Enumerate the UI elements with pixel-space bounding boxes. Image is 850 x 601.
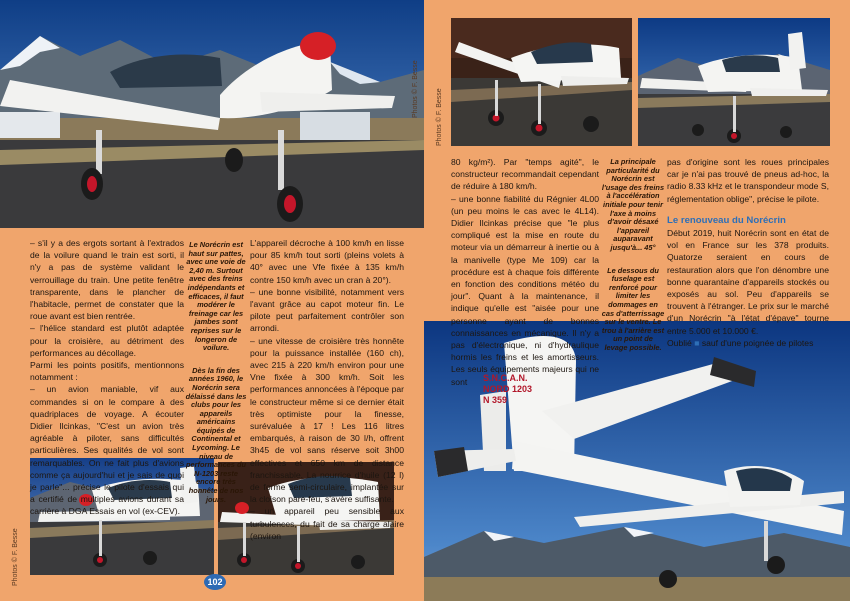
paragraph: Parmi les points positifs, mentionnons notamment : — [30, 360, 184, 383]
paragraph: – un avion maniable, vif aux commandes si on le compare à des quadriplaces de voyage. A écouter Didier Ilcinkas, "C'est un avion très agréable à piloter, sans difficultés particulières. Ses qualités de vol sont remarquables. On ne fait plus d'avions comme ça aujourd'hui et je sais de quoi je parle"... précise le pilote d'essais qui a certifié de multiples avions durant sa carrière à DGA Essais en vol (ex-CEV). — [30, 384, 184, 517]
caption: La principale particularité du Norécrin est l'usage des freins à l'accélération initiale pour tenir l'axe à moins d'avoir désaxé l'appareil auparavant jusqu'à... 45° — [601, 157, 665, 252]
caption: Le dessous du fuselage est renforcé pour limiter les dommages en cas d'atterrissage sur le ventre. Le trou à l'arrière est un point de levage possible. — [601, 265, 665, 352]
tail-number: N 359 — [483, 395, 508, 405]
photo-nord-1203-taxiing-right — [638, 18, 830, 146]
paragraph-text: Oublié — [667, 337, 695, 348]
euro-symbol: ■ — [694, 337, 700, 348]
page-number: 102 — [204, 574, 226, 590]
photo-credit-top-right: Photos © F. Besse — [436, 88, 443, 146]
tail-model: NORD 1203 — [483, 384, 533, 394]
photo-nord-1203-front-taxi — [0, 0, 424, 228]
paragraph-text: sauf d'une poignée de pilotes — [699, 337, 814, 348]
paragraph: L'appareil décroche à 100 km/h en lisse pour 85 km/h tout sorti (pleins volets à 40° avec une Vfe fixée à 135 km/h contre 150 km/h avec un cran à 20°). — [250, 238, 404, 285]
paragraph — [667, 227, 829, 337]
tail-operator: S.N.C.A.N. — [483, 373, 528, 383]
photo-credit-top-left: Photos © F. Besse — [412, 60, 419, 118]
left-column-2 — [250, 237, 404, 542]
right-sidebar-caption — [601, 158, 665, 352]
paragraph: – l'hélice standard est plutôt adaptée pour la croisière, au détriment des performances au décollage. — [30, 323, 184, 358]
paragraph: 80 kg/m²). Par "temps agité", le constructeur recommandait cependant de réduire à 180 km/h. — [451, 157, 599, 192]
paragraph-text: Début 2019, huit Norécrin sont en état de vol en France sur les 378 produits. Quatorze seraient en cours de restauration alors que l'on dénombre une bonne quarantaine d'appareils stockés ou exposés au sol. Peu d'appareils se trouvent à l'étranger. Le prix sur le marché d'un Norécrin "à l'état d'épave" tourne entre 5.000 et 10.000 €. — [667, 228, 829, 336]
paragraph: – s'il y a des ergots sortant à l'extrados de la voilure quand le train est sorti, il n'y a pas de système validant le verrouillage du train. Une petite fenêtre transparente, dans le plancher de l'habitacle, permet de constater que la roue avant est bien rentrée. — [30, 238, 184, 322]
left-column-1 — [30, 237, 184, 518]
paragraph: – un appareil peu sensible aux turbulences, du fait de sa charge alaire (environ — [250, 506, 404, 541]
caption: Dès la fin des années 1960, le Norécrin sera délaissé dans les clubs pour les appareils américains équipés de Continental et Lycoming. Le niveau de performances du N-1203 reste encore très honnête de nos jours. — [185, 365, 247, 504]
photo-nord-1203-taxiing-left — [451, 18, 632, 146]
right-column-1 — [451, 156, 599, 388]
section-heading: Le renouveau du Norécrin — [667, 214, 786, 226]
photo-credit-bottom-left: Photos © F. Besse — [12, 528, 19, 586]
left-sidebar-caption — [185, 241, 247, 504]
paragraph: – une bonne visibilité, notamment vers l'avant grâce au capot moteur fin. Le pilote peut parfaitement contrôler son arrondi. — [250, 286, 404, 334]
caption: Le Norécrin est haut sur pattes, avec une voie de 2,40 m. Surtout avec des freins indépendants et efficaces, il faut modérer le freinage car les jambes sont reprises sur le longeron de voilure. — [186, 240, 246, 353]
paragraph: – une bonne fiabilité du Régnier 4L00 (un peu moins le cas avec le 4L14). Didier Ilcinkas précise que "le plus compliqué est la mise en route du moteur via un démarreur à inertie ou à la manivelle (type Me 109) car la procédure est à chaque fois différente en fonction des conditions météo du jour". Quant à la maintenance, il indique qu'elle est "aisée pour une personne ayant de bonnes connaissances en mécanique. Il n'y a pas d'électronique, ni d'hydraulique hormis les freins et les amortisseurs. Les seuls équipements majeurs qui ne sont — [451, 193, 599, 387]
right-column-2 — [667, 156, 829, 349]
paragraph: pas d'origine sont les roues principales car je n'ai pas trouvé de pneus ad-hoc, la radio 8.33 kHz et le transpondeur mode S, réglementation oblige", précise le pilote. — [667, 157, 829, 204]
paragraph: – une vitesse de croisière très honnête pour la puissance installée (160 ch), avec 215 à 220 km/h environ pour une Vne fixée à 300 km/h. Soit les performances annoncées à l'époque par le constructeur même si ce dernier était très optimiste pour la finesse, surévaluée à 17 ! Les 116 litres embarqués, à raison de 30 l/h, offrent 3h45 de vol sans réserve soit 3h00 effectives et 650 km de distance franchissable. La nourrice d'huile (12 l) de forme semi-circulaire, implantée sur la cloison pare-feu, s'avère suffisante. — [250, 335, 404, 505]
paragraph — [667, 337, 829, 349]
